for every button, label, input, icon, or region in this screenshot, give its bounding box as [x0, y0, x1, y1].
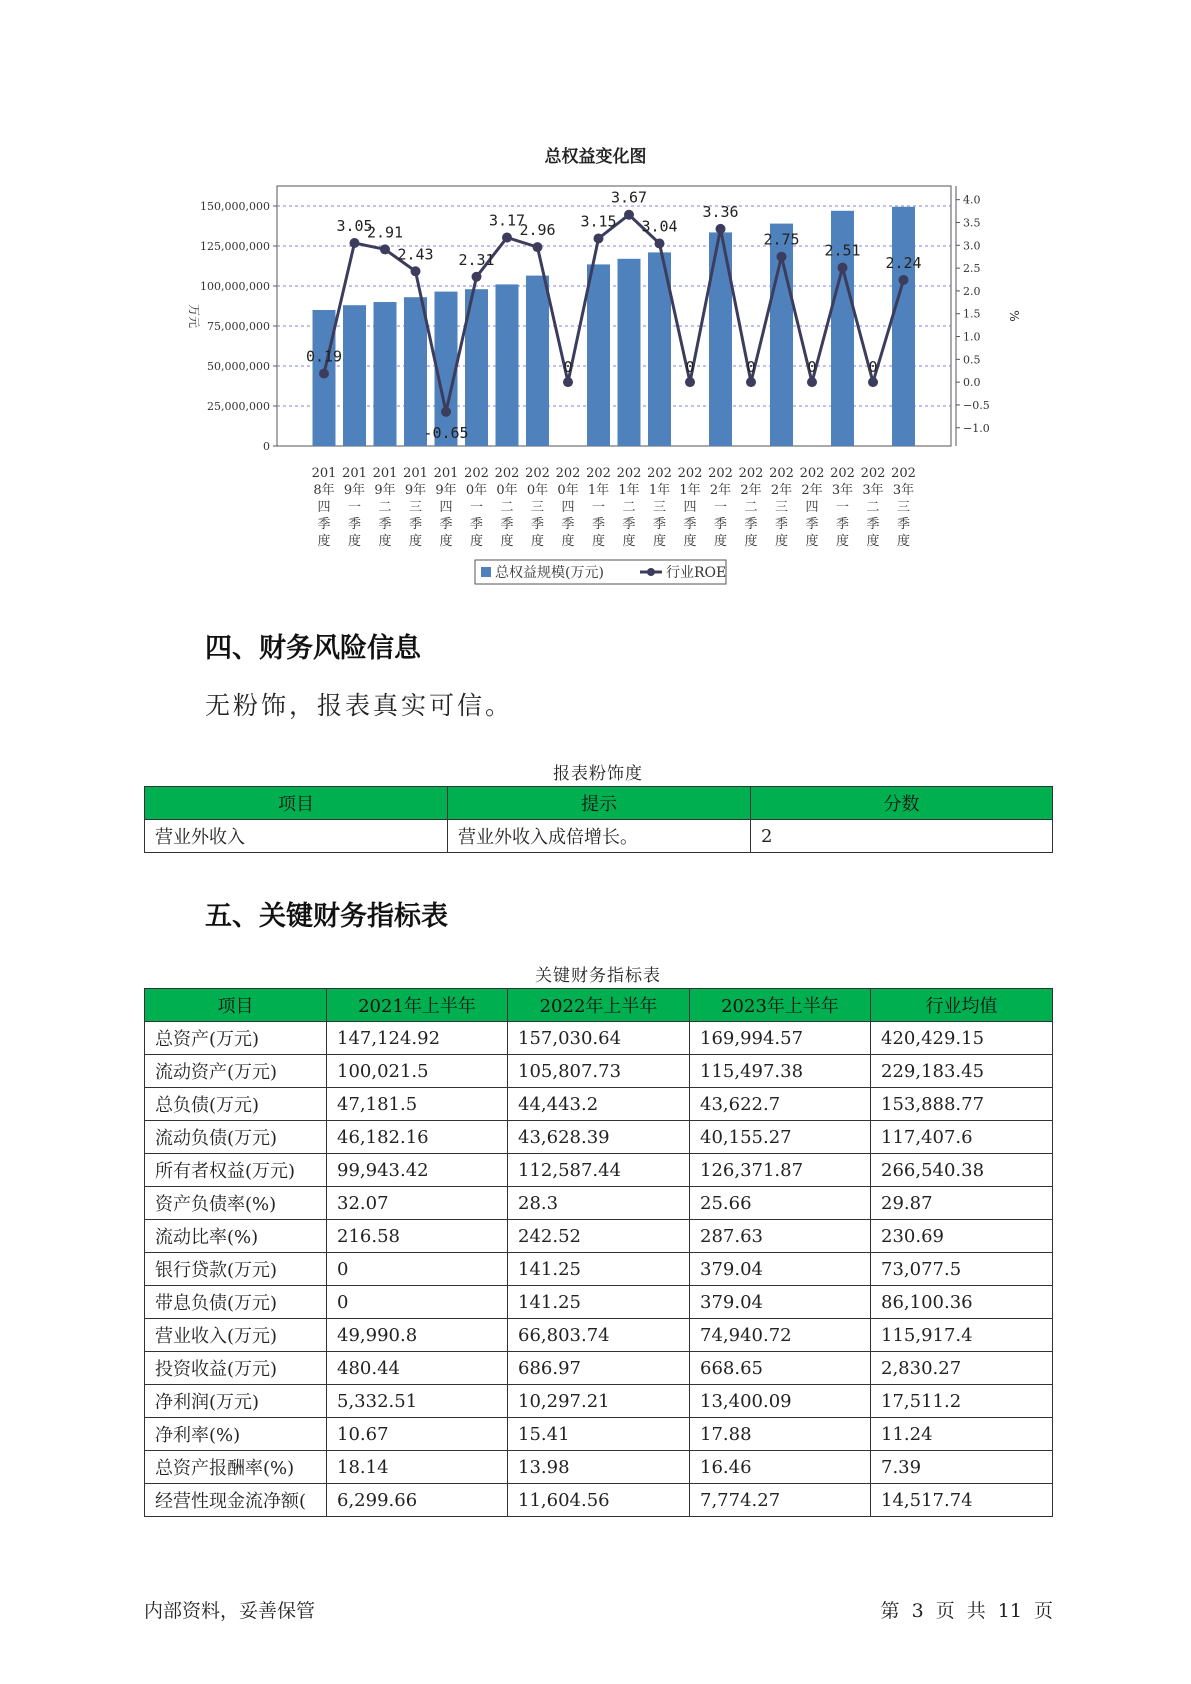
kpi-table-cell: 营业收入(万元)	[145, 1319, 327, 1352]
kpi-table-cell: 115,917.4	[871, 1319, 1053, 1352]
kpi-table-cell: 157,030.64	[508, 1022, 690, 1055]
kpi-table-cell: 141.25	[508, 1253, 690, 1286]
kpi-table-cell: 44,443.2	[508, 1088, 690, 1121]
left-tick-label: 150,000,000	[200, 200, 270, 213]
kpi-table-cell: 净利率(%)	[145, 1418, 327, 1451]
kpi-table-cell: 16.46	[690, 1451, 871, 1484]
section4-text: 无粉饰，报表真实可信。	[205, 691, 514, 720]
roe-point	[838, 263, 848, 273]
kpi-table-row	[145, 1484, 1053, 1517]
kpi-table-cell: 266,540.38	[871, 1154, 1053, 1187]
footer-page-number: 第 3 页 共 11 页	[880, 1600, 1053, 1622]
roe-data-label: 2.31	[458, 250, 495, 269]
bar	[496, 284, 519, 446]
kpi-table-cell: 49,990.8	[327, 1319, 508, 1352]
kpi-table-cell: 净利润(万元)	[145, 1385, 327, 1418]
roe-point	[533, 242, 543, 252]
kpi-table-cell: 169,994.57	[690, 1022, 871, 1055]
kpi-table-cell: 230.69	[871, 1220, 1053, 1253]
risk-table-row	[145, 820, 1053, 853]
roe-data-label: 3.17	[488, 211, 526, 230]
kpi-table-header-cell: 行业均值	[871, 989, 1053, 1022]
risk-table-header-cell: 提示	[448, 787, 751, 820]
roe-data-label: 2.75	[763, 230, 800, 249]
roe-point	[350, 238, 360, 248]
left-tick-label: 0	[263, 440, 270, 453]
kpi-table-cell: 总资产报酬率(%)	[145, 1451, 327, 1484]
kpi-table-cell: 流动比率(%)	[145, 1220, 327, 1253]
kpi-table-cell: 105,807.73	[508, 1055, 690, 1088]
x-tick-label: 202 0年二季度	[494, 466, 520, 549]
roe-point	[563, 377, 573, 387]
right-tick-label: 2.5	[963, 262, 981, 276]
bar	[587, 264, 610, 446]
roe-point	[746, 377, 756, 387]
roe-data-label: -0.65	[423, 423, 469, 442]
kpi-table-cell: 经营性现金流净额(	[145, 1484, 327, 1517]
kpi-table-cell: 总资产(万元)	[145, 1022, 327, 1055]
x-tick-label: 202 3年三季度	[891, 466, 916, 549]
roe-point	[685, 377, 695, 387]
kpi-table-cell: 100,021.5	[327, 1055, 508, 1088]
roe-data-label: 0	[746, 358, 756, 377]
x-tick-label: 202 2年二季度	[738, 466, 764, 549]
kpi-table-row	[145, 1154, 1053, 1187]
kpi-table-cell: 480.44	[327, 1352, 508, 1385]
x-tick-label: 202 0年一季度	[464, 466, 489, 549]
roe-point	[624, 210, 634, 220]
x-tick-label: 201 9年一季度	[342, 466, 367, 549]
kpi-table-cell: 73,077.5	[871, 1253, 1053, 1286]
kpi-table-row	[145, 1055, 1053, 1088]
kpi-table-caption: 关键财务指标表	[535, 966, 661, 986]
x-tick-label: 202 1年一季度	[586, 466, 611, 549]
x-tick-label: 201 9年四季度	[433, 466, 459, 549]
kpi-table-row	[145, 1319, 1053, 1352]
roe-point	[380, 244, 390, 254]
kpi-table-row	[145, 1418, 1053, 1451]
roe-point	[319, 368, 329, 378]
roe-point	[411, 266, 421, 276]
roe-data-label: 0	[807, 358, 817, 377]
section5-heading: 五、关键财务指标表	[205, 901, 448, 932]
kpi-table-cell: 242.52	[508, 1220, 690, 1253]
kpi-table-cell: 投资收益(万元)	[145, 1352, 327, 1385]
kpi-table-cell: 17.88	[690, 1418, 871, 1451]
kpi-table-cell: 7,774.27	[690, 1484, 871, 1517]
legend-bar-label: 总权益规模(万元)	[495, 565, 604, 581]
kpi-table-header-cell: 2023年上半年	[690, 989, 871, 1022]
kpi-table-cell: 资产负债率(%)	[145, 1187, 327, 1220]
kpi-table-cell: 带息负债(万元)	[145, 1286, 327, 1319]
bar	[618, 259, 641, 446]
roe-data-label: 3.04	[641, 217, 678, 236]
roe-data-label: 3.67	[610, 188, 648, 207]
x-tick-label: 202 0年三季度	[525, 466, 550, 549]
section4-heading: 四、财务风险信息	[205, 633, 421, 664]
x-tick-label: 202 2年三季度	[769, 466, 794, 549]
kpi-table-cell: 10.67	[327, 1418, 508, 1451]
kpi-table	[144, 988, 1053, 1517]
left-tick-label: 25,000,000	[207, 400, 270, 413]
kpi-table-cell: 40,155.27	[690, 1121, 871, 1154]
chart-title: 总权益变化图	[544, 147, 647, 167]
roe-data-label: 3.36	[702, 202, 739, 221]
right-tick-label: 3.0	[963, 239, 981, 253]
right-tick-label: −0.5	[963, 398, 990, 412]
kpi-table-cell: 287.63	[690, 1220, 871, 1253]
x-tick-label: 202 1年三季度	[647, 466, 672, 549]
kpi-table-cell: 153,888.77	[871, 1088, 1053, 1121]
x-tick-label: 202 3年一季度	[830, 466, 855, 549]
x-tick-label: 202 0年四季度	[555, 466, 581, 549]
kpi-table-cell: 13.98	[508, 1451, 690, 1484]
kpi-table-row	[145, 1352, 1053, 1385]
right-tick-label: −1.0	[963, 421, 990, 435]
right-tick-label: 0.0	[963, 376, 981, 390]
kpi-table-row	[145, 1187, 1053, 1220]
kpi-table-cell: 10,297.21	[508, 1385, 690, 1418]
roe-data-label: 2.91	[366, 223, 404, 242]
kpi-table-cell: 11.24	[871, 1418, 1053, 1451]
kpi-table-cell: 115,497.38	[690, 1055, 871, 1088]
footer-confidential: 内部资料，妥善保管	[144, 1600, 316, 1622]
kpi-table-cell: 15.41	[508, 1418, 690, 1451]
legend-bar-swatch	[481, 567, 491, 577]
kpi-table-cell: 2,830.27	[871, 1352, 1053, 1385]
kpi-table-cell: 112,587.44	[508, 1154, 690, 1187]
x-tick-label: 202 1年四季度	[677, 466, 703, 549]
roe-point	[807, 377, 817, 387]
roe-point	[868, 377, 878, 387]
roe-point	[472, 272, 482, 282]
roe-data-label: 3.15	[580, 212, 617, 231]
kpi-table-header-cell: 项目	[145, 989, 327, 1022]
bar	[343, 305, 366, 446]
risk-table-header-cell: 分数	[751, 787, 1053, 820]
kpi-table-cell: 17,511.2	[871, 1385, 1053, 1418]
right-tick-label: 2.0	[963, 284, 981, 298]
kpi-table-row	[145, 1022, 1053, 1055]
x-tick-label: 201 9年二季度	[372, 466, 398, 549]
kpi-table-row	[145, 1220, 1053, 1253]
x-tick-label: 201 9年三季度	[403, 466, 428, 549]
roe-data-label: 0.19	[305, 347, 343, 366]
kpi-table-cell: 379.04	[690, 1286, 871, 1319]
y-axis-title: 万元	[187, 303, 201, 329]
right-tick-label: 0.5	[963, 353, 981, 367]
y2-axis-title: %	[1007, 310, 1021, 322]
left-tick-label: 125,000,000	[200, 240, 270, 253]
kpi-table-row	[145, 1121, 1053, 1154]
kpi-table-cell: 216.58	[327, 1220, 508, 1253]
kpi-table-cell: 所有者权益(万元)	[145, 1154, 327, 1187]
kpi-table-cell: 147,124.92	[327, 1022, 508, 1055]
risk-table-header-cell: 项目	[145, 787, 448, 820]
roe-point	[441, 407, 451, 417]
kpi-table-cell: 668.65	[690, 1352, 871, 1385]
kpi-table-cell: 13,400.09	[690, 1385, 871, 1418]
roe-data-label: 2.96	[519, 221, 556, 240]
roe-point	[777, 252, 787, 262]
kpi-table-cell: 43,622.7	[690, 1088, 871, 1121]
kpi-table-cell: 6,299.66	[327, 1484, 508, 1517]
roe-data-label: 3.05	[336, 217, 373, 236]
x-tick-label: 201 8年四季度	[311, 466, 337, 549]
kpi-table-cell: 126,371.87	[690, 1154, 871, 1187]
right-tick-label: 1.5	[963, 307, 981, 321]
kpi-table-cell: 141.25	[508, 1286, 690, 1319]
kpi-table-cell: 18.14	[327, 1451, 508, 1484]
kpi-table-cell: 28.3	[508, 1187, 690, 1220]
risk-table-caption: 报表粉饰度	[553, 764, 643, 784]
kpi-table-row	[145, 1088, 1053, 1121]
legend-line-marker	[647, 568, 655, 576]
kpi-table-header-cell: 2021年上半年	[327, 989, 508, 1022]
kpi-table-row	[145, 1385, 1053, 1418]
kpi-table-cell: 686.97	[508, 1352, 690, 1385]
roe-point	[594, 233, 604, 243]
kpi-table-cell: 117,407.6	[871, 1121, 1053, 1154]
kpi-table-cell: 74,940.72	[690, 1319, 871, 1352]
kpi-table-header-cell: 2022年上半年	[508, 989, 690, 1022]
kpi-table-cell: 0	[327, 1253, 508, 1286]
legend-line-label: 行业ROE	[666, 565, 727, 581]
roe-point	[899, 275, 909, 285]
kpi-table-cell: 43,628.39	[508, 1121, 690, 1154]
equity-chart	[0, 0, 1191, 600]
kpi-table-cell: 流动资产(万元)	[145, 1055, 327, 1088]
kpi-table-cell: 14,517.74	[871, 1484, 1053, 1517]
kpi-table-row	[145, 1451, 1053, 1484]
kpi-table-cell: 5,332.51	[327, 1385, 508, 1418]
kpi-table-cell: 0	[327, 1286, 508, 1319]
kpi-table-cell: 总负债(万元)	[145, 1088, 327, 1121]
risk-table-cell: 营业外收入	[145, 820, 448, 853]
kpi-table-cell: 420,429.15	[871, 1022, 1053, 1055]
left-tick-label: 50,000,000	[207, 360, 270, 373]
left-tick-label: 75,000,000	[207, 320, 270, 333]
kpi-table-cell: 379.04	[690, 1253, 871, 1286]
roe-point	[716, 224, 726, 234]
kpi-table-cell: 86,100.36	[871, 1286, 1053, 1319]
kpi-table-cell: 66,803.74	[508, 1319, 690, 1352]
risk-table-cell: 2	[751, 820, 1053, 853]
kpi-table-cell: 流动负债(万元)	[145, 1121, 327, 1154]
kpi-table-cell: 25.66	[690, 1187, 871, 1220]
roe-data-label: 0	[868, 358, 878, 377]
risk-table-cell: 营业外收入成倍增长。	[448, 820, 751, 853]
kpi-table-cell: 29.87	[871, 1187, 1053, 1220]
kpi-table-row	[145, 1286, 1053, 1319]
roe-data-label: 0	[685, 358, 695, 377]
right-tick-label: 3.5	[963, 216, 981, 230]
roe-point	[502, 233, 512, 243]
bar	[892, 207, 915, 446]
x-tick-label: 202 3年二季度	[860, 466, 886, 549]
x-tick-label: 202 2年四季度	[799, 466, 825, 549]
kpi-table-cell: 46,182.16	[327, 1121, 508, 1154]
kpi-table-cell: 47,181.5	[327, 1088, 508, 1121]
kpi-table-cell: 11,604.56	[508, 1484, 690, 1517]
roe-data-label: 0	[563, 358, 573, 377]
x-tick-label: 202 1年二季度	[616, 466, 642, 549]
roe-data-label: 2.51	[824, 241, 861, 260]
roe-point	[655, 238, 665, 248]
roe-data-label: 2.24	[885, 253, 922, 272]
roe-data-label: 2.43	[397, 245, 434, 264]
x-tick-label: 202 2年一季度	[708, 466, 733, 549]
left-tick-label: 100,000,000	[200, 280, 270, 293]
kpi-table-cell: 229,183.45	[871, 1055, 1053, 1088]
right-tick-label: 1.0	[963, 330, 981, 344]
kpi-table-cell: 7.39	[871, 1451, 1053, 1484]
kpi-table-cell: 银行贷款(万元)	[145, 1253, 327, 1286]
bar	[526, 276, 549, 446]
kpi-table-row	[145, 1253, 1053, 1286]
kpi-table-cell: 32.07	[327, 1187, 508, 1220]
right-tick-label: 4.0	[963, 193, 981, 207]
bar	[374, 302, 397, 446]
kpi-table-cell: 99,943.42	[327, 1154, 508, 1187]
risk-table	[144, 786, 1053, 853]
